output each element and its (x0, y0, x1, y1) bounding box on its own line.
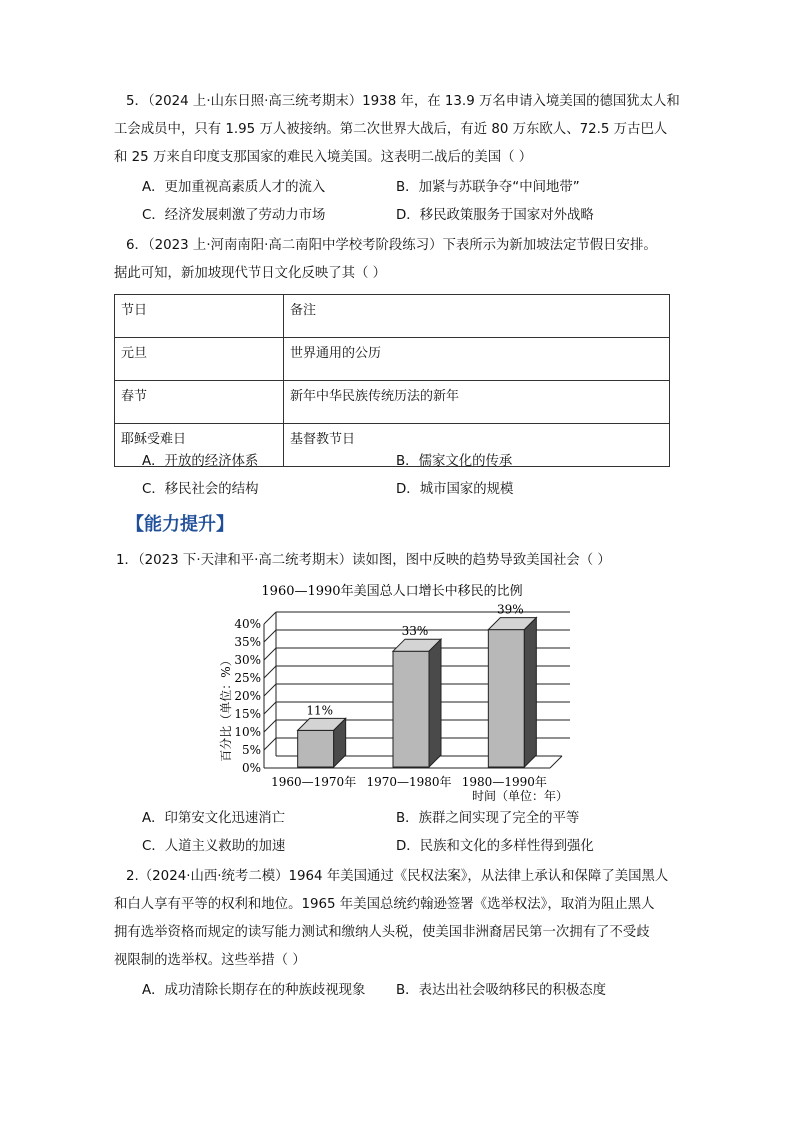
chart-y-tick-label: 35% (234, 635, 261, 649)
chart-x-categories (271, 774, 547, 789)
chart-gridline-side (264, 612, 276, 624)
p1-option-b: B．族群之间实现了完全的平等 (396, 811, 580, 826)
table-cell: 世界通用的公历 (284, 338, 670, 381)
q5-option-d: D．移民政策服务于国家对外战略 (396, 208, 594, 223)
table-cell: 基督教节日 (284, 424, 670, 467)
chart-y-tick-label: 0% (241, 761, 261, 775)
chart-y-ticks (234, 617, 261, 775)
table-cell: 新年中华民族传统历法的新年 (284, 381, 670, 424)
q6-line-1: 6．（2023 上·河南南阳·高二南阳中学校考阶段练习）下表所示为新加坡法定节假日安排。 (126, 238, 657, 253)
chart-bar-side (429, 639, 441, 767)
p1-option-a: A．印第安文化迅速消亡 (142, 811, 286, 826)
q5-line-1: 5．（2024 上·山东日照·高三统考期末）1938 年，在 13.9 万名申请入境美国的德国犹太人和 (126, 94, 680, 109)
p2-line-1: 2.（2024·山西·统考二模）1964 年美国通过《民权法案》，从法律上承认和保障了美国黑人 (126, 869, 669, 884)
p2-option-a: A．成功清除长期存在的种族歧视现象 (142, 983, 366, 998)
chart-x-tick-label: 1960—1970年 (271, 775, 357, 789)
table-row (115, 381, 670, 424)
q5-line-2: 工会成员中，只有 1.95 万人被接纳。第二次世界大战后，有近 80 万东欧人、72.5 万古巴人 (114, 122, 668, 137)
q5-option-a: A．更加重视高素质人才的流入 (142, 180, 326, 195)
q6-option-c: C．移民社会的结构 (142, 482, 259, 497)
chart-gridline-side (264, 684, 276, 696)
q6-option-a: A．开放的经济体系 (142, 454, 259, 469)
table-cell: 备注 (284, 295, 670, 338)
table-cell: 春节 (115, 381, 284, 424)
p2-option-b: B．表达出社会吸纳移民的积极态度 (396, 983, 607, 998)
table-row (115, 338, 670, 381)
holiday-table (114, 294, 670, 467)
chart-bar (488, 630, 524, 767)
chart-data-label: 33% (401, 624, 429, 639)
chart-y-tick-label: 20% (234, 689, 261, 703)
chart-data-label: 11% (306, 703, 334, 718)
p2-line-4: 视限制的选举权。这些举措（ ） (114, 953, 306, 968)
section-title: 【能力提升】 (126, 514, 234, 535)
p2-line-2: 和白人享有平等的权利和地位。1965 年美国总统约翰逊签署《选举权法》，取消为阻止黑人 (114, 897, 655, 912)
q5-option-c: C．经济发展刺激了劳动力市场 (142, 208, 326, 223)
chart-x-label: 时间（单位：年） (471, 789, 569, 803)
q6-option-b: B．儒家文化的传承 (396, 454, 513, 469)
q5-line-3: 和 25 万来自印度支那国家的难民入境美国。这表明二战后的美国（ ） (114, 150, 533, 165)
chart-x-tick-label: 1980—1990年 (461, 775, 547, 789)
chart-gridline-side (264, 666, 276, 678)
chart-y-tick-label: 10% (234, 725, 261, 739)
chart-data-label: 39% (496, 602, 524, 617)
p2-line-3: 拥有选举资格而规定的读写能力测试和缴纳人头税，使美国非洲裔居民第一次拥有了不受歧 (114, 925, 650, 940)
q5-option-b: B．加紧与苏联争夺“中间地带” (396, 180, 580, 195)
chart-gridline-side (264, 630, 276, 642)
chart-bar (393, 651, 429, 767)
chart-title: 1960—1990年美国总人口增长中移民的比例 (261, 584, 523, 599)
table-cell: 耶稣受难日 (115, 424, 284, 467)
p1-option-d: D．民族和文化的多样性得到强化 (396, 839, 594, 854)
q6-line-2: 据此可知，新加坡现代节日文化反映了其（ ） (114, 266, 387, 281)
chart-y-label: 百分比（单位：%） (219, 654, 233, 762)
chart-gridline-side (264, 702, 276, 714)
chart-y-tick-label: 40% (234, 617, 261, 631)
chart-x-tick-label: 1970—1980年 (366, 775, 452, 789)
chart-gridline-side (264, 648, 276, 660)
chart-floor-right (550, 756, 562, 768)
chart-y-tick-label: 5% (241, 743, 261, 757)
bar-chart (212, 578, 592, 810)
table-cell: 元旦 (115, 338, 284, 381)
p1-option-c: C．人道主义救助的加速 (142, 839, 286, 854)
chart-y-tick-label: 15% (234, 707, 261, 721)
chart-gridline-side (264, 738, 276, 750)
chart-bars (298, 603, 537, 767)
chart-bar (298, 730, 334, 767)
chart-y-tick-label: 25% (234, 671, 261, 685)
table-row (115, 295, 670, 338)
table-cell: 节日 (115, 295, 284, 338)
bar-chart-svg (212, 578, 592, 810)
p1-line-1: 1．（2023 下·天津和平·高二统考期末）读如图，图中反映的趋势导致美国社会（ ） (116, 553, 611, 568)
q6-option-d: D．城市国家的规模 (396, 482, 514, 497)
chart-gridline-side (264, 720, 276, 732)
chart-bar-side (524, 618, 536, 767)
chart-y-tick-label: 30% (234, 653, 261, 667)
